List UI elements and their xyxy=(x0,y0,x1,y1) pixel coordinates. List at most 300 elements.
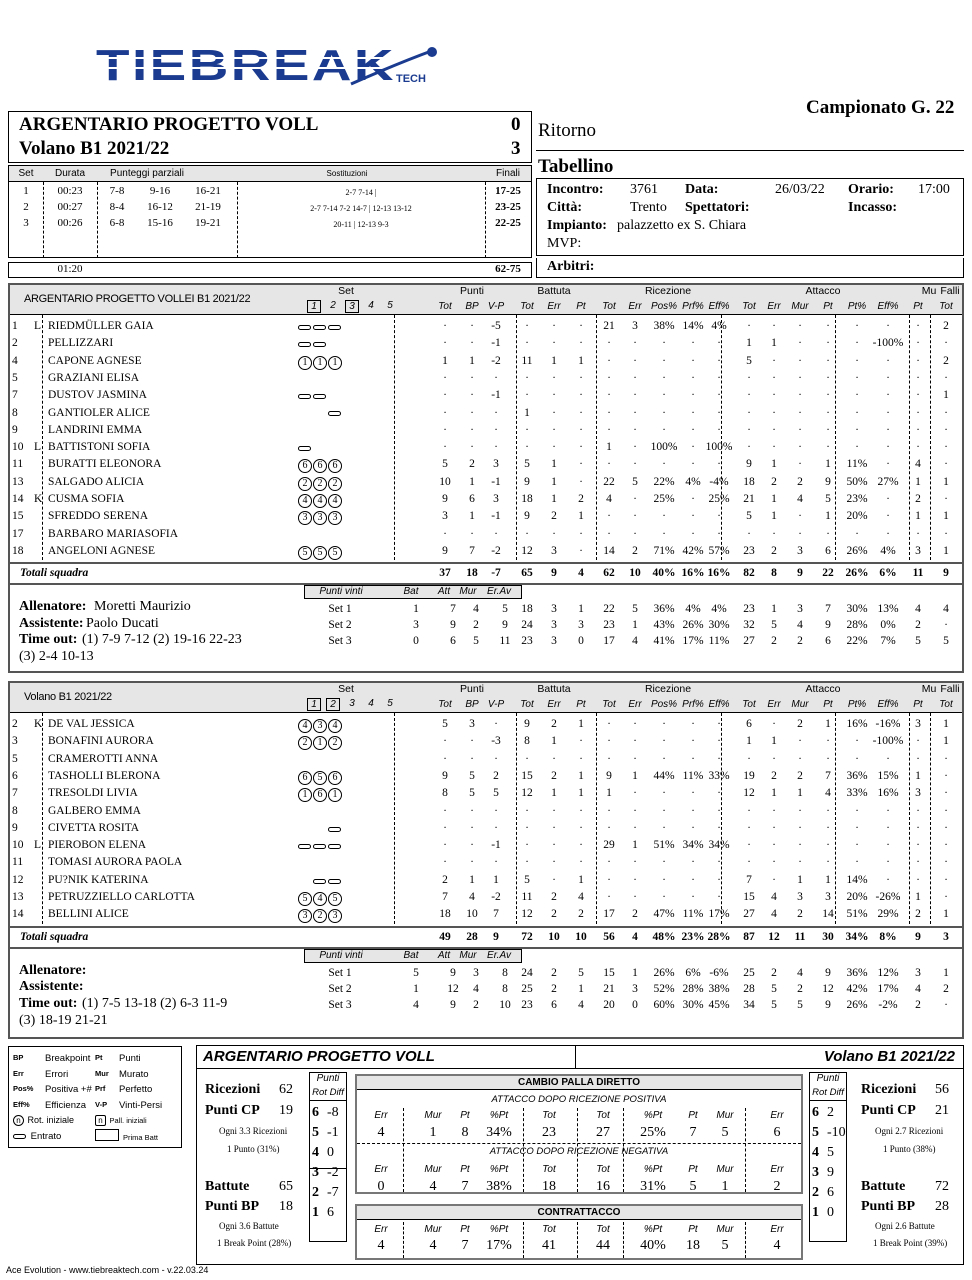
stat-cell: · xyxy=(443,406,447,419)
player-number: 5 xyxy=(12,371,18,384)
stat-cell: · xyxy=(717,873,721,886)
stat-cell: · xyxy=(916,371,920,384)
stat-cell: 22 xyxy=(603,475,615,488)
contr-value: 41 xyxy=(542,1238,556,1253)
stat-cell: · xyxy=(443,735,447,748)
player-name: GANTIOLER ALICE xyxy=(48,406,150,419)
totals-cell: 30 xyxy=(822,930,834,943)
set-stat-cell: 3 xyxy=(551,635,557,648)
teamA-col-mur: Mur xyxy=(791,301,809,312)
teamB-col-err: Err xyxy=(767,699,781,710)
stat-cell: · xyxy=(826,735,830,748)
set-stat-cell: 13% xyxy=(877,603,899,616)
stat-cell: 5 xyxy=(632,475,638,488)
set-stat-cell: 28 xyxy=(743,982,755,995)
set-3-p2: 15-16 xyxy=(147,217,173,229)
pos-hdr: Pt xyxy=(460,1110,470,1121)
stat-cell: · xyxy=(579,458,583,471)
pos-hdr: %Pt xyxy=(643,1110,663,1121)
player-name: PETRUZZIELLO CARLOTTA xyxy=(48,891,195,903)
set-stat-cell: 3 xyxy=(915,966,921,979)
stat-cell: · xyxy=(798,527,802,540)
stat-cell: · xyxy=(607,804,611,817)
entered-icon xyxy=(298,394,311,399)
stat-cell: · xyxy=(826,527,830,540)
set-stat-cell: 11% xyxy=(708,635,730,648)
stat-cell: 1 xyxy=(551,475,557,488)
stat-cell: · xyxy=(717,856,721,869)
stat-cell: 51% xyxy=(653,839,675,852)
set-stat-cell: 23 xyxy=(743,603,755,616)
neg-hdr: Pt xyxy=(460,1164,470,1175)
set-stat-cell: 1 xyxy=(632,966,638,979)
rotation-diff: 9 xyxy=(827,1165,834,1180)
player-role: K xyxy=(34,718,43,730)
stat-cell: · xyxy=(607,423,611,436)
totals-cell: 18 xyxy=(466,567,478,580)
player-row xyxy=(8,335,964,351)
set-stat-cell: 4 xyxy=(915,982,921,995)
rotation-diff: 6 xyxy=(827,1185,834,1200)
player-number: 14 xyxy=(12,493,24,505)
player-sets-markers xyxy=(298,821,343,837)
footer-text: Ace Evolution - www.tiebreaktech.com - v.22.03.24 xyxy=(6,1265,209,1275)
stat-cell: · xyxy=(662,821,666,834)
left-ogni_r: Ogni 3.3 Ricezioni xyxy=(219,1126,288,1136)
stat-cell: · xyxy=(855,735,859,748)
set-stat-cell: 5 xyxy=(632,603,638,616)
stat-cell: · xyxy=(552,821,556,834)
stat-cell: · xyxy=(798,406,802,419)
teamA-col-tot: Tot xyxy=(520,301,534,312)
stat-cell: · xyxy=(944,821,948,834)
stat-cell: · xyxy=(443,752,447,765)
teamB-group-falli: Falli xyxy=(940,683,960,695)
stat-cell: · xyxy=(607,891,611,903)
teamB-timeout1: (1) 7-5 13-18 (2) 6-3 11-9 xyxy=(82,995,228,1011)
stat-cell: · xyxy=(944,769,948,782)
player-number: 15 xyxy=(12,510,24,523)
set-stat-cell: 34 xyxy=(743,998,755,1011)
set-row xyxy=(8,617,964,633)
totals-cell: 49 xyxy=(439,930,451,943)
stat-cell: · xyxy=(916,320,920,332)
stat-cell: · xyxy=(717,718,721,730)
stat-cell: · xyxy=(470,752,474,765)
set-1-n: 1 xyxy=(23,185,29,197)
player-sets-markers xyxy=(298,440,313,456)
rotation-number: 3 xyxy=(812,1165,819,1180)
stat-cell: · xyxy=(552,406,556,419)
set-stat-cell: 2 xyxy=(551,982,557,995)
player-sets-markers xyxy=(298,354,343,370)
stat-cell: · xyxy=(772,527,776,540)
stat-cell: · xyxy=(747,320,751,332)
left-ric_label: Ricezioni xyxy=(205,1082,261,1097)
stat-cell: 1 xyxy=(632,769,638,782)
stat-cell: 15% xyxy=(877,769,899,782)
stat-cell: 11% xyxy=(682,769,704,782)
stat-cell: 100% xyxy=(650,441,678,454)
stat-cell: 1 xyxy=(771,510,777,523)
stat-cell: 2 xyxy=(469,458,475,471)
stat-cell: 2 xyxy=(797,769,803,782)
stat-cell: · xyxy=(798,320,802,332)
stat-cell: · xyxy=(886,371,890,384)
player-row xyxy=(8,456,964,472)
set-stat-cell: 27 xyxy=(743,635,755,648)
totals-cell: 56 xyxy=(603,930,615,943)
stat-cell: 71% xyxy=(653,544,675,557)
set-header-1: Bat xyxy=(403,586,419,598)
teamB-col-err: Err xyxy=(547,699,561,710)
legend-k2: Pt xyxy=(95,1053,103,1062)
incontro-label: Incontro: xyxy=(547,182,604,197)
set-stat-cell: 18 xyxy=(521,603,533,616)
set-stat-cell: 3 xyxy=(473,966,479,979)
teamA-totals-row xyxy=(8,565,964,581)
set-row-label: Set 2 xyxy=(328,982,352,995)
right-ogni_b: Ogni 2.6 Battute xyxy=(875,1221,935,1231)
stat-cell: · xyxy=(691,787,695,800)
stat-cell: · xyxy=(579,735,583,748)
stat-cell: 7 xyxy=(493,908,499,921)
contr-hdr: Tot xyxy=(596,1224,610,1235)
stat-cell: · xyxy=(798,804,802,817)
stat-cell: · xyxy=(717,804,721,817)
rotation-circle: 1 xyxy=(313,736,327,750)
stat-cell: · xyxy=(916,423,920,436)
stat-cell: 11% xyxy=(682,908,704,921)
stat-cell: · xyxy=(717,891,721,903)
teamA-col-pt: Pt xyxy=(913,301,923,312)
stat-cell: · xyxy=(772,371,776,384)
bottom-home-name: ARGENTARIO PROGETTO VOLL xyxy=(203,1048,435,1065)
teamB-group-battuta: Battuta xyxy=(537,683,571,695)
match-info-box xyxy=(536,178,964,256)
player-number: 2 xyxy=(12,337,18,350)
stat-cell: · xyxy=(691,371,695,384)
totals-cell: 9 xyxy=(551,567,557,580)
stat-cell: · xyxy=(944,752,948,765)
stat-cell: · xyxy=(772,873,776,886)
set-row-label: Set 2 xyxy=(328,619,352,632)
stat-cell: · xyxy=(944,423,948,436)
set-stat-cell: 4 xyxy=(797,619,803,632)
teamA-col-pt: Pt% xyxy=(847,301,867,312)
set-stat-cell: 4 xyxy=(578,998,584,1011)
stat-cell: · xyxy=(691,423,695,436)
stat-cell: 1 xyxy=(797,787,803,800)
set-stat-cell: 9 xyxy=(825,998,831,1011)
stat-cell: · xyxy=(579,821,583,834)
stat-cell: 9 xyxy=(524,718,530,730)
teamB-col-mur: Mur xyxy=(791,699,809,710)
player-name: BONAFINI AURORA xyxy=(48,735,154,748)
rotation-diff: -8 xyxy=(327,1105,339,1120)
stat-cell: · xyxy=(470,337,474,350)
stat-cell: 7 xyxy=(442,891,448,903)
teamB-col-pt: Pt xyxy=(576,699,586,710)
stat-cell: · xyxy=(525,441,529,454)
rotation-number: 3 xyxy=(312,1165,319,1180)
pos-hdr: Tot xyxy=(596,1110,610,1121)
stat-cell: · xyxy=(691,389,695,402)
player-sets-markers xyxy=(298,786,343,802)
stat-cell: · xyxy=(717,423,721,436)
player-role: L xyxy=(34,839,42,852)
teamA-col-err: Err xyxy=(767,301,781,312)
player-name: ANGELONI AGNESE xyxy=(48,544,156,557)
right-ric: 56 xyxy=(935,1082,949,1097)
stat-cell: · xyxy=(607,752,611,765)
player-row xyxy=(8,387,964,403)
rotation-circle: 3 xyxy=(298,511,312,525)
set-stat-cell: 2 xyxy=(771,635,777,648)
set-row-label: Set 3 xyxy=(328,635,352,648)
set-stat-cell: 41% xyxy=(653,635,675,648)
stat-cell: · xyxy=(443,389,447,402)
stat-cell: · xyxy=(855,856,859,869)
stat-cell: · xyxy=(443,423,447,436)
sets-table xyxy=(8,165,532,258)
set-stat-cell: 0 xyxy=(413,635,419,648)
teamB-setnum-2: 2 xyxy=(326,698,340,711)
entered-icon xyxy=(298,325,311,330)
stat-cell: -1 xyxy=(491,389,501,402)
player-role: L xyxy=(34,320,42,332)
arbitri-box xyxy=(536,258,964,278)
teamB-totals-row xyxy=(8,929,964,945)
stat-cell: 4 xyxy=(797,493,803,505)
player-number: 4 xyxy=(12,354,18,367)
sets-total-row xyxy=(8,262,532,278)
set-stat-cell: 5 xyxy=(771,982,777,995)
set-stat-cell: 5 xyxy=(473,635,479,648)
stat-cell: · xyxy=(579,337,583,350)
stat-cell: · xyxy=(944,856,948,869)
stat-cell: · xyxy=(633,441,637,454)
set-header-3: Mur xyxy=(459,586,477,598)
stat-cell: · xyxy=(886,389,890,402)
set-stat-cell: 17 xyxy=(603,635,615,648)
stat-cell: · xyxy=(798,371,802,384)
totals-cell: 11 xyxy=(912,567,924,580)
set-stat-cell: 2 xyxy=(473,619,479,632)
set-stat-cell: 0 xyxy=(578,635,584,648)
set-stat-cell: 12 xyxy=(447,982,459,995)
stat-cell: 1 xyxy=(797,873,803,886)
set-2-p2: 16-12 xyxy=(147,201,173,213)
stat-cell: -26% xyxy=(875,891,901,903)
stat-cell: · xyxy=(552,320,556,332)
set-row-label: Set 1 xyxy=(328,966,352,979)
score-box xyxy=(8,111,532,163)
stat-cell: 12 xyxy=(743,787,755,800)
incontro-value: 3761 xyxy=(630,182,658,197)
totals-cell: 9 xyxy=(915,930,921,943)
svg-text:TIEBREAK: TIEBREAK xyxy=(96,44,396,86)
stat-cell: · xyxy=(633,510,637,523)
stat-cell: · xyxy=(772,406,776,419)
stat-cell: · xyxy=(886,527,890,540)
legend-rot-label: Rot. iniziale xyxy=(27,1115,75,1125)
stat-cell: 2 xyxy=(493,769,499,782)
teamB-col-eff: Eff% xyxy=(708,699,730,710)
teamB-group-set: Set xyxy=(338,683,354,695)
set-stat-cell: 3 xyxy=(797,603,803,616)
stat-cell: 1 xyxy=(825,718,831,730)
set-stat-cell: 8 xyxy=(502,982,508,995)
teamA-assistant: Paolo Ducati xyxy=(86,615,159,631)
stat-cell: 4 xyxy=(825,787,831,800)
stat-cell: -5 xyxy=(491,320,501,332)
stat-cell: 2 xyxy=(915,493,921,505)
orario-value: 17:00 xyxy=(918,182,950,197)
neg-value: 7 xyxy=(461,1179,469,1194)
legend-v2: Punti xyxy=(119,1053,141,1064)
stat-cell: · xyxy=(826,839,830,852)
stat-cell: · xyxy=(443,856,447,869)
contr-hdr: Pt xyxy=(688,1224,698,1235)
legend-prima-label: Prima Batt xyxy=(123,1133,159,1142)
set-stat-cell: 1 xyxy=(578,603,584,616)
pos-value: 34% xyxy=(486,1125,512,1140)
left-pcp: 19 xyxy=(279,1103,293,1118)
rotation-circle: 5 xyxy=(313,546,327,560)
stat-cell: 1 xyxy=(915,769,921,782)
left-bp_b: 1 Break Point (28%) xyxy=(217,1238,292,1248)
stat-cell: · xyxy=(717,406,721,419)
teamA-name: ARGENTARIO PROGETTO VOLLEI B1 2021/22 xyxy=(24,293,251,305)
stat-cell: · xyxy=(944,371,948,384)
teamA-group-falli: Falli xyxy=(940,285,960,297)
stat-cell: 29% xyxy=(877,908,899,921)
player-name: DE VAL JESSICA xyxy=(48,718,135,730)
sets-col-sostituzioni: Sostituzioni xyxy=(326,169,368,178)
stat-cell: 2 xyxy=(943,354,949,367)
rotation-circle: 1 xyxy=(328,356,342,370)
rotation-diff: -10 xyxy=(827,1125,846,1140)
stat-cell: 2 xyxy=(551,718,557,730)
stat-cell: · xyxy=(886,320,890,332)
player-row xyxy=(8,733,964,749)
stat-cell: · xyxy=(916,873,920,886)
stat-cell: 2 xyxy=(632,908,638,921)
stat-cell: · xyxy=(443,821,447,834)
rotation-circle: 2 xyxy=(313,477,327,491)
totals-cell: 3 xyxy=(943,930,949,943)
stat-cell: 5 xyxy=(746,354,752,367)
stat-cell: · xyxy=(772,821,776,834)
championship: Campionato G. 22 xyxy=(806,97,955,118)
stat-cell: 22% xyxy=(653,475,675,488)
tiebreak-logo-graphic xyxy=(96,44,441,86)
stat-cell: 1 xyxy=(771,493,777,505)
entered-icon xyxy=(298,844,311,849)
player-sets-markers xyxy=(298,873,343,889)
totals-cell: 10 xyxy=(629,567,641,580)
stat-cell: · xyxy=(552,423,556,436)
set-stat-cell: 6 xyxy=(825,635,831,648)
set-stat-cell: 21 xyxy=(603,982,615,995)
teamA-col-err: Err xyxy=(547,301,561,312)
stat-cell: · xyxy=(772,804,776,817)
stat-cell: · xyxy=(944,891,948,903)
sets-col-set: Set xyxy=(18,168,34,179)
stat-cell: · xyxy=(607,354,611,367)
stat-cell: 14 xyxy=(822,908,834,921)
stat-cell: 51% xyxy=(846,908,868,921)
stat-cell: 3 xyxy=(632,320,638,332)
set-stat-cell: 3 xyxy=(632,982,638,995)
set-1-p2: 9-16 xyxy=(149,185,171,197)
contr-hdr: %Pt xyxy=(489,1224,509,1235)
set-stat-cell: 12% xyxy=(877,966,899,979)
rotation-diff: -2 xyxy=(327,1165,339,1180)
stat-cell: · xyxy=(633,371,637,384)
home-team-name: ARGENTARIO PROGETTO VOLL xyxy=(19,114,319,135)
player-name: GRAZIANI ELISA xyxy=(48,371,140,384)
stat-cell: · xyxy=(772,718,776,730)
sets-total-duration: 01:20 xyxy=(57,263,83,275)
set-stat-cell: 2 xyxy=(797,982,803,995)
neg-value: 5 xyxy=(689,1179,697,1194)
stat-cell: 2 xyxy=(632,544,638,557)
stat-cell: · xyxy=(855,320,859,332)
pos-value: 7 xyxy=(689,1125,697,1140)
right-bat: 72 xyxy=(935,1179,949,1194)
set-2-sost: 2-7 7-14 7-2 14-7 | 12-13 13-12 xyxy=(310,204,412,213)
pos-hdr: Pt xyxy=(688,1110,698,1121)
stat-cell: 1 xyxy=(746,337,752,350)
stat-cell: 9 xyxy=(825,475,831,488)
set-stat-cell: 5 xyxy=(578,966,584,979)
stat-cell: · xyxy=(607,718,611,730)
teamA-col-pt: Pt xyxy=(576,301,586,312)
stat-cell: 3 xyxy=(797,544,803,557)
player-row xyxy=(8,768,964,784)
stat-cell: 38% xyxy=(653,320,675,332)
rotation-number: 1 xyxy=(812,1205,819,1220)
stat-cell: 1 xyxy=(578,873,584,886)
teamA-group-battuta: Battuta xyxy=(537,285,571,297)
teamB-timeout2: (3) 18-19 21-21 xyxy=(19,1012,108,1028)
stat-cell: 57% xyxy=(708,544,730,557)
player-row xyxy=(8,491,964,507)
stat-cell: · xyxy=(798,354,802,367)
neg-title: ATTACCO DOPO RICEZIONE NEGATIVA xyxy=(489,1146,669,1157)
teamA-col-tot: Tot xyxy=(939,301,953,312)
stat-cell: · xyxy=(886,354,890,367)
player-name: CRAMEROTTI ANNA xyxy=(48,752,159,765)
stat-cell: -1 xyxy=(491,510,501,523)
totals-cell: 23% xyxy=(681,930,705,943)
contrattacco-title: CONTRATTACCO xyxy=(357,1206,801,1220)
player-name: BATTISTONI SOFIA xyxy=(48,441,151,454)
rotation-circle: 4 xyxy=(298,494,312,508)
legend-pall-label: Pall. iniziali xyxy=(109,1116,147,1125)
set-1-dur: 00:23 xyxy=(57,185,83,197)
teamA-col-prf: Prf% xyxy=(682,301,704,312)
right-ric_label: Ricezioni xyxy=(861,1082,917,1097)
stat-cell: · xyxy=(826,354,830,367)
entered-icon xyxy=(313,342,326,347)
teamA-col-tot: Tot xyxy=(438,301,452,312)
teamB-setnum-1: 1 xyxy=(307,698,321,711)
stat-cell: 27 xyxy=(743,908,755,921)
teamA-group-set: Set xyxy=(338,285,354,297)
